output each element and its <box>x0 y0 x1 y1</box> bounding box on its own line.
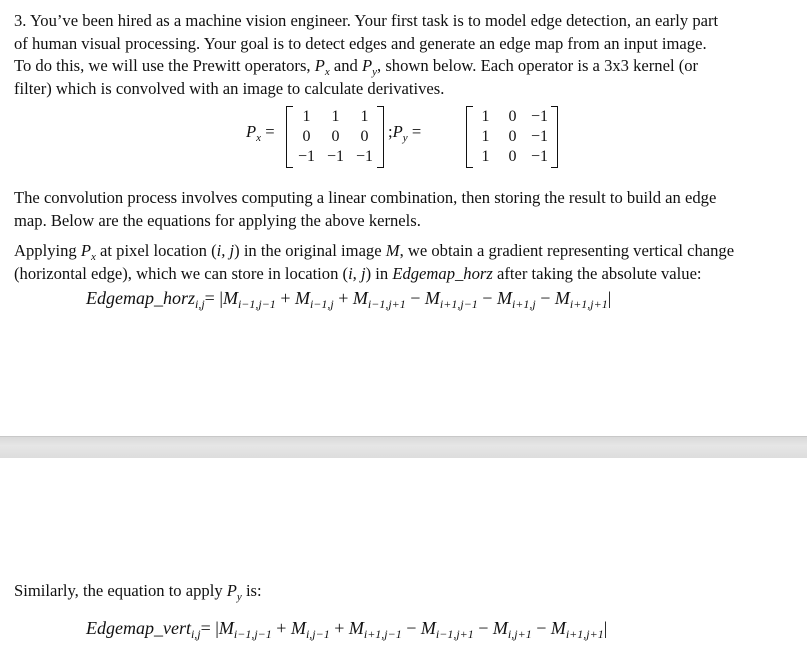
edgemap-vert-formula: Edgemap_vert$_{i,j}$= $|M_{i-1,j-1} + M_{i,j-1} + M_{i+1,j-1} - M_{i-1,j+1} - M_{i,j+1} - M_{i+1,j+1}|$ <box>86 618 608 641</box>
horz-op-3: − <box>405 288 425 308</box>
vert-op-4: − <box>473 618 493 638</box>
py-matrix-cell-2-2: −1 <box>530 148 549 165</box>
horz-term-4: M <box>496 288 512 308</box>
px-matrix-cell-0-2: 1 <box>360 108 369 125</box>
vert-op-5: − <box>531 618 551 638</box>
vert-term-1: M <box>290 618 306 638</box>
vert-op-0: = | <box>200 618 219 638</box>
px-matrix-cell-1-1: 0 <box>331 128 340 145</box>
px-matrix-cell-0-1: 1 <box>331 108 340 125</box>
vert-sub-2: i+1,j−1 <box>363 627 402 641</box>
px-matrix-cell-2-1: −1 <box>326 148 345 165</box>
horz-sub-4: i+1,j <box>511 297 536 311</box>
horz-sub-2: i−1,j+1 <box>367 297 406 311</box>
applying-paragraph <box>14 240 794 285</box>
px-matrix-cell-0-0: 1 <box>302 108 311 125</box>
intro-paragraph <box>14 10 794 100</box>
px-matrix <box>286 106 384 166</box>
vert-term-3: M <box>420 618 436 638</box>
py-matrix-cell-1-0: 1 <box>481 128 490 145</box>
similarly-paragraph: Similarly, the equation to apply $P_y$ is: <box>14 581 262 603</box>
px-label: $P_x$ = <box>246 122 275 144</box>
horz-op-2: + <box>333 288 353 308</box>
horz-sub-0: i−1,j−1 <box>237 297 276 311</box>
py-matrix-cell-0-0: 1 <box>481 108 490 125</box>
vert-term-5: M <box>550 618 566 638</box>
convolution-paragraph <box>14 187 794 232</box>
py-label: $;P_y$ = <box>388 122 422 144</box>
vert-sub-3: i−1,j+1 <box>435 627 474 641</box>
intro-line-1: 3. You’ve been hired as a machine vision engineer. Your first task is to model edge detection, an early part <box>14 11 719 30</box>
horz-term-2: M <box>352 288 368 308</box>
py-matrix-cell-2-1: 0 <box>508 148 517 165</box>
horz-op-5: − <box>535 288 555 308</box>
intro-line-2: of human visual processing. Your goal is to detect edges and generate an edge map from an input image. <box>14 33 707 53</box>
horz-term-5: M <box>554 288 570 308</box>
py-matrix-cell-2-0: 1 <box>481 148 490 165</box>
horz-op-4: − <box>477 288 497 308</box>
document-page-2 <box>0 458 807 648</box>
convolution-line-1: The convolution process involves computing a linear combination, then storing the result to build an edge <box>14 188 717 207</box>
page-break <box>0 436 807 460</box>
vert-op-2: + <box>329 618 349 638</box>
horz-op-0: = | <box>204 288 223 308</box>
horz-term-3: M <box>424 288 440 308</box>
applying-line-1: Applying $P_x$ at pixel location (i, j) in the original image M, we obtain a gradient representing vertical change <box>14 241 735 263</box>
vert-term-0: M <box>218 618 234 638</box>
applying-line-2: (horizontal edge), which we can store in location (i, j) in Edgemap_horz after taking the absolute value: <box>14 263 702 283</box>
horz-sub-5: i+1,j+1 <box>569 297 608 311</box>
px-matrix-cell-2-0: −1 <box>297 148 316 165</box>
px-matrix-cell-1-2: 0 <box>360 128 369 145</box>
py-matrix <box>466 106 558 166</box>
vert-sub-5: i+1,j+1 <box>565 627 604 641</box>
vert-sub-4: i,j+1 <box>507 627 532 641</box>
vert-term-2: M <box>348 618 364 638</box>
py-matrix-cell-0-1: 0 <box>508 108 517 125</box>
horz-term-1: M <box>294 288 310 308</box>
py-matrix-cell-1-2: −1 <box>530 128 549 145</box>
horz-sub-3: i+1,j−1 <box>439 297 478 311</box>
intro-line-3: To do this, we will use the Prewitt operators, $P_x$ and $P_y$, shown below. Each operator is a 3x3 kernel (or <box>14 56 699 78</box>
horz-term-0: M <box>222 288 238 308</box>
py-matrix-cell-0-2: −1 <box>530 108 549 125</box>
convolution-line-2: map. Below are the equations for applying the above kernels. <box>14 210 421 230</box>
vert-sub-0: i−1,j−1 <box>233 627 272 641</box>
intro-line-4: filter) which is convolved with an image to calculate derivatives. <box>14 78 445 98</box>
py-matrix-cell-1-1: 0 <box>508 128 517 145</box>
edgemap-horz-formula: Edgemap_horz$_{i,j}$= $|M_{i-1,j-1} + M_{i-1,j} + M_{i-1,j+1} - M_{i+1,j-1} - M_{i+1,j} - M_{i+1,j+1}|$ <box>86 288 612 311</box>
horz-op-1: + <box>275 288 295 308</box>
horz-sub-1: i−1,j <box>309 297 334 311</box>
vert-term-4: M <box>492 618 508 638</box>
vert-op-1: + <box>271 618 291 638</box>
vert-sub-1: i,j−1 <box>305 627 330 641</box>
px-matrix-cell-2-2: −1 <box>355 148 374 165</box>
vert-op-3: − <box>401 618 421 638</box>
px-matrix-cell-1-0: 0 <box>302 128 311 145</box>
